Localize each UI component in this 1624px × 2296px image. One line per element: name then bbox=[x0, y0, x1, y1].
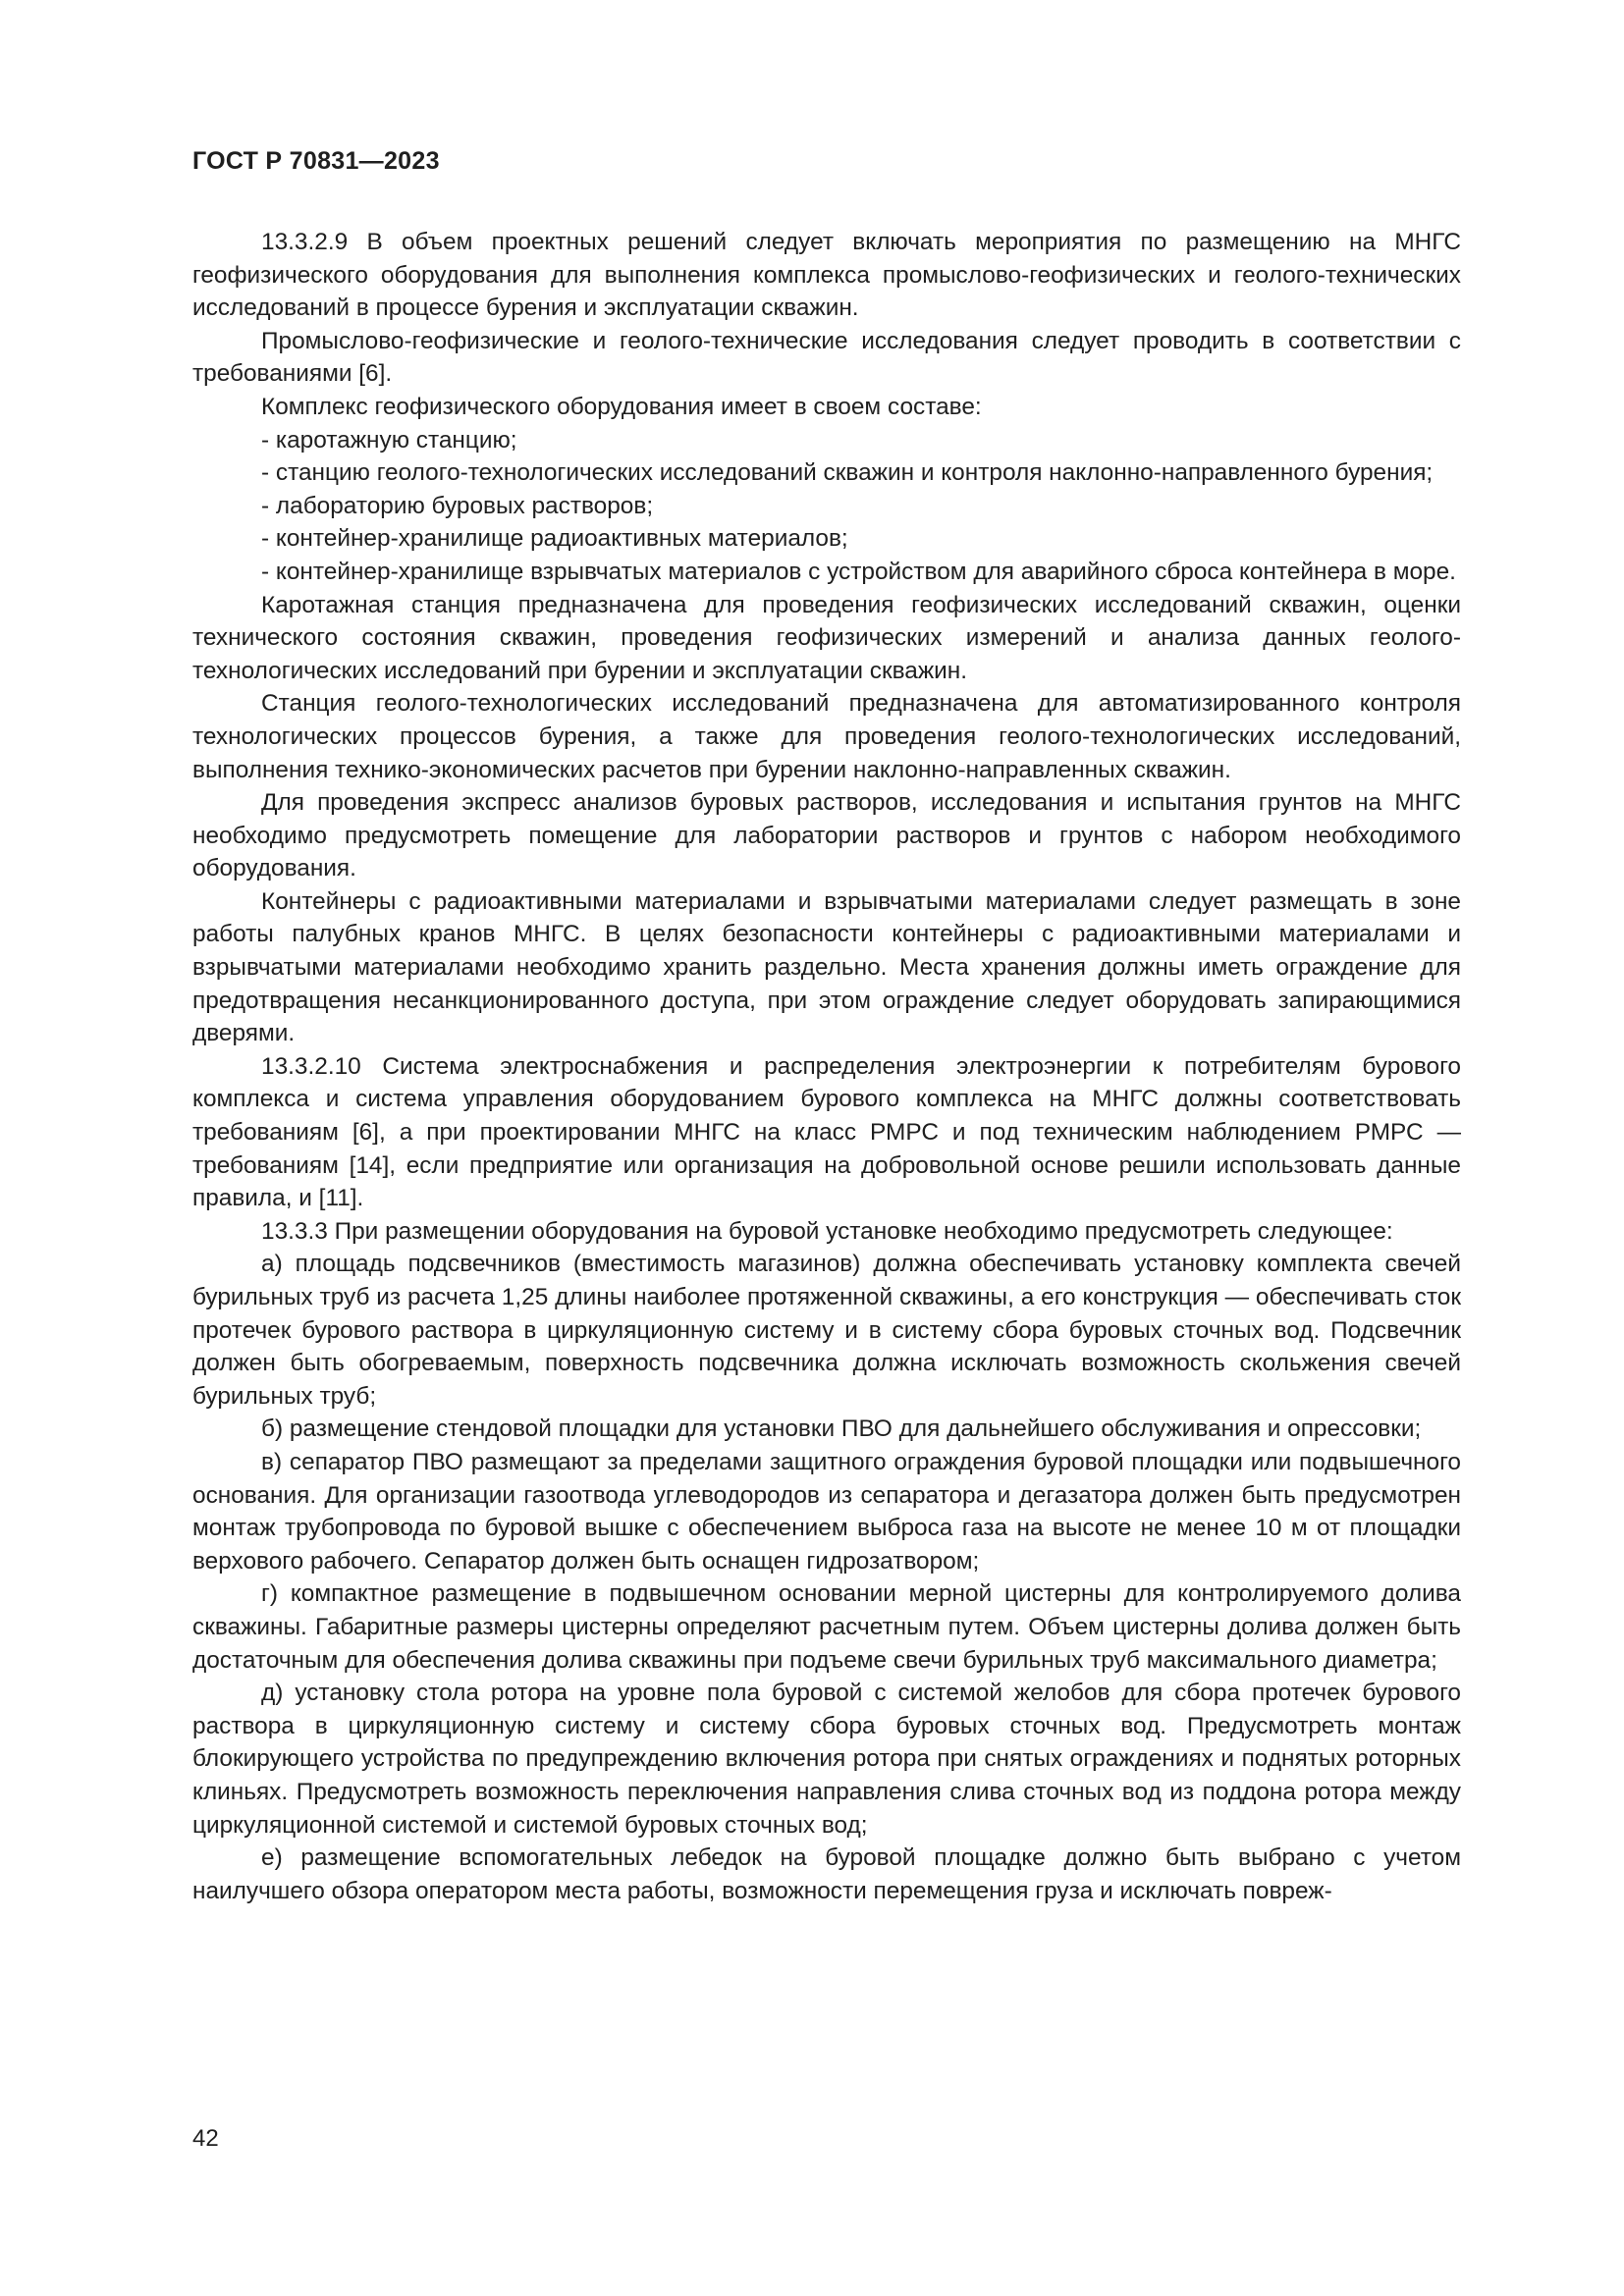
document-body bbox=[192, 226, 1461, 1907]
paragraph-containers: Контейнеры с радиоактивными материалами и взрывчатыми материалами следует размещать в зоне работы палубных кранов МНГС. В целях безопасности контейнеры с радиоактивными материалами и взрывчатыми материалами необходимо хранить раздельно. Места хранения должны иметь ограждение для предотвращения несанкционированного доступа, при этом ограждение следует оборудовать запирающимися дверями. bbox=[192, 887, 1461, 1047]
paragraph-13-3-2-9: 13.3.2.9 В объем проектных решений следует включать мероприятия по размещению на МНГС геофизического оборудования для выполнения комплекса промыслово-геофизических и геолого-технических исследований в процессе бурения и эксплуатации скважин. bbox=[192, 229, 1461, 322]
list-item-e: е) размещение вспомогательных лебедок на буровой площадке должно быть выбрано с учетом наилучшего обзора оператором места работы, возможности перемещения груза и исключать повреж- bbox=[192, 1844, 1461, 1904]
paragraph-requirements: Промыслово-геофизические и геолого-технические исследования следует проводить в соответствии с требованиями [6]. bbox=[192, 327, 1461, 388]
paragraph-13-3-2-10: 13.3.2.10 Система электроснабжения и распределения электроэнергии к потребителям бурового комплекса и система управления оборудованием бурового комплекса на МНГС должны соответствовать требованиям [6], а при проектировании МНГС на класс РМРС и под техническим наблюдением РМРС — требованиям [14], если предприятие или организация на добровольной основе решили использовать данные правила, и [11]. bbox=[192, 1052, 1461, 1212]
list-item-radioactive-container: - контейнер-хранилище радиоактивных материалов; bbox=[261, 525, 848, 553]
paragraph-13-3-3: 13.3.3 При размещении оборудования на буровой установке необходимо предусмотреть следующее: bbox=[261, 1217, 1393, 1245]
list-item-v: в) сепаратор ПВО размещают за пределами защитного ограждения буровой площадки или подвышечного основания. Для организации газоотвода углеводородов из сепаратора и дегазатора должен быть предусмотрен монтаж трубопровода по буровой вышке с обеспечением выброса газа на высоте не менее 10 м от площадки верхового рабочего. Сепаратор должен быть оснащен гидрозатвором; bbox=[192, 1448, 1461, 1575]
list-item-g: г) компактное размещение в подвышечном основании мерной цистерны для контролируемого долива скважины. Габаритные размеры цистерны определяют расчетным путем. Объем цистерны долива должен быть достаточным для обеспечения долива скважины при подъеме свечи бурильных труб максимального диаметра; bbox=[192, 1580, 1461, 1674]
paragraph-geotech-station: Станция геолого-технологических исследований предназначена для автоматизированного контроля технологических процессов бурения, а также для проведения геолого-технологических исследований, выполнения технико-экономических расчетов при бурении наклонно-направленных скважин. bbox=[192, 690, 1461, 783]
list-item-geotech-station: - станцию геолого-технологических исследований скважин и контроля наклонно-направленного бурения; bbox=[261, 459, 1434, 487]
page-number: 42 bbox=[192, 2125, 219, 2152]
list-item-mud-laboratory: - лабораторию буровых растворов; bbox=[261, 492, 654, 519]
paragraph-complex-intro: Комплекс геофизического оборудования имеет в своем составе: bbox=[261, 393, 982, 420]
list-item-explosives-container: - контейнер-хранилище взрывчатых материалов с устройством для аварийного сброса контейнера в море. bbox=[261, 558, 1456, 585]
list-item-a: а) площадь подсвечников (вместимость магазинов) должна обеспечивать установку комплекта свечей бурильных труб из расчета 1,25 длины наиболее протяженной скважины, а его конструкция — обеспечивать сток протечек бурового раствора в циркуляционную систему и в систему сбора буровых сточных вод. Подсвечник должен быть обогреваемым, поверхность подсвечника должна исключать возможность скольжения свечей бурильных труб; bbox=[192, 1251, 1461, 1410]
list-item-d: д) установку стола ротора на уровне пола буровой с системой желобов для сбора протечек бурового раствора в циркуляционную систему и систему сбора буровых сточных вод. Предусмотреть монтаж блокирующего устройства по предупреждению включения ротора при снятых ограждениях и поднятых роторных клиньях. Предусмотреть возможность переключения направления слива сточных вод из поддона ротора между циркуляционной системой и системой буровых сточных вод; bbox=[192, 1680, 1461, 1839]
standard-code-header: ГОСТ Р 70831—2023 bbox=[192, 147, 440, 175]
list-item-logging-station: - каротажную станцию; bbox=[261, 426, 517, 454]
list-item-b: б) размещение стендовой площадки для установки ПВО для дальнейшего обслуживания и опрессовки; bbox=[261, 1415, 1422, 1443]
paragraph-laboratory: Для проведения экспресс анализов буровых растворов, исследования и испытания грунтов на МНГС необходимо предусмотреть помещение для лаборатории растворов и грунтов с набором необходимого оборудования. bbox=[192, 789, 1461, 882]
paragraph-logging-station: Каротажная станция предназначена для проведения геофизических исследований скважин, оценки технического состояния скважин, проведения геофизических измерений и анализа данных геолого-технологических исследований при бурении и эксплуатации скважин. bbox=[192, 591, 1461, 684]
